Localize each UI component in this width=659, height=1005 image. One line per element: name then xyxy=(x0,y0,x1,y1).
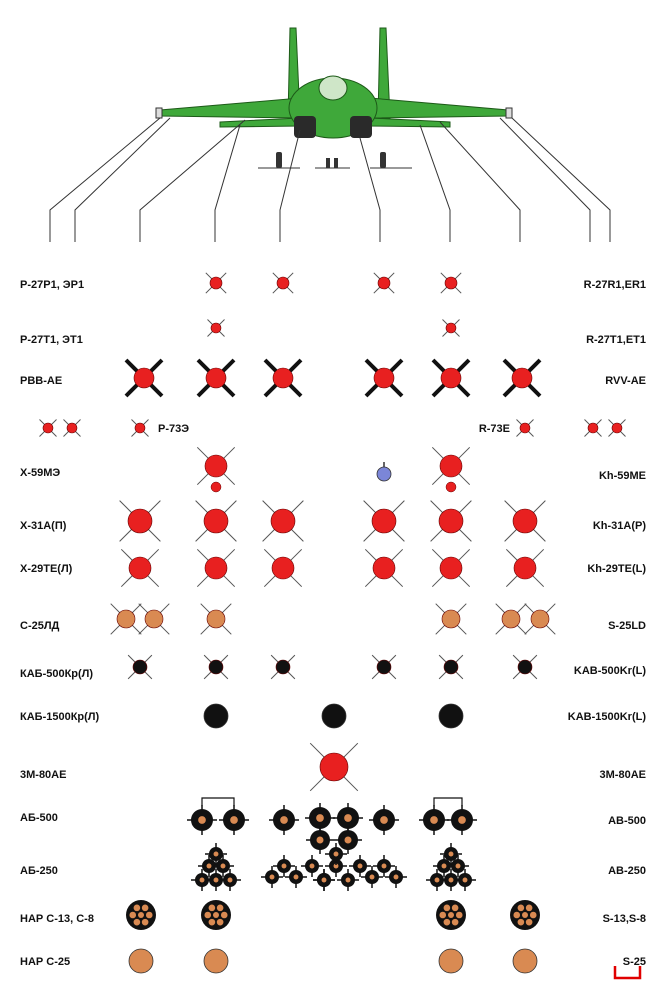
kab500-marker xyxy=(439,655,463,679)
ab500-marker xyxy=(419,805,449,835)
leader-line xyxy=(50,118,160,242)
label-left-kab1500: КАБ-1500Кр(Л) xyxy=(20,711,100,723)
kh31-marker xyxy=(263,501,304,542)
s25-marker xyxy=(513,949,537,973)
label-right-kh29: Kh-29TE(L) xyxy=(587,563,646,575)
ab500-marker xyxy=(269,805,299,835)
aircraft-front-view xyxy=(156,28,512,168)
label-left-kh31: Х-31А(П) xyxy=(20,520,67,532)
s25ld-marker xyxy=(201,604,232,635)
label-left-ab500: АБ-500 xyxy=(20,812,58,824)
kab1500-marker xyxy=(439,704,463,728)
s25ld-marker xyxy=(111,604,142,635)
r73-marker xyxy=(585,420,602,437)
kh31-marker xyxy=(505,501,546,542)
rvv-marker xyxy=(504,360,540,396)
kh29-marker xyxy=(432,549,469,586)
label-left-rvv: РВВ-АЕ xyxy=(20,375,63,387)
s25-marker xyxy=(439,949,463,973)
ab500-marker xyxy=(187,805,217,835)
kab500-marker xyxy=(513,655,537,679)
r27r-marker xyxy=(206,273,226,293)
rvv-marker xyxy=(366,360,402,396)
label-right-s13: S-13,S-8 xyxy=(602,913,646,925)
s13-pod-marker xyxy=(510,900,540,930)
s25ld-marker xyxy=(436,604,467,635)
ab500-rack xyxy=(202,798,234,806)
label-right-r27r: R-27R1,ER1 xyxy=(583,279,646,291)
kab500-marker xyxy=(128,655,152,679)
kab1500-marker xyxy=(322,704,346,728)
label-left-s25: НАР С-25 xyxy=(20,956,71,968)
kab500-marker xyxy=(271,655,295,679)
kh59-tail xyxy=(446,482,456,492)
label-right-rvv: RVV-AE xyxy=(605,375,646,387)
ab500-marker xyxy=(447,805,477,835)
label-right-ab250: AB-250 xyxy=(608,865,646,877)
kh59-marker xyxy=(432,447,469,484)
label-right-kh31: Kh-31A(P) xyxy=(592,520,646,532)
label-left-3m80: 3М-80АЕ xyxy=(20,769,67,781)
ab250-marker xyxy=(337,869,359,891)
kh59-marker xyxy=(197,447,234,484)
label-left-kh29: Х-29ТЕ(Л) xyxy=(20,563,73,575)
ab500-marker xyxy=(369,805,399,835)
3m80-marker xyxy=(310,743,358,791)
ab500-marker xyxy=(219,805,249,835)
r73-marker xyxy=(132,420,149,437)
leader-line xyxy=(360,138,380,242)
s25-marker xyxy=(204,949,228,973)
r27r-marker xyxy=(273,273,293,293)
rvv-marker xyxy=(265,360,301,396)
label-left-kh59: Х-59МЭ xyxy=(20,467,61,479)
label-left-r73: Р-73Э xyxy=(158,423,190,435)
rvv-marker xyxy=(198,360,234,396)
kab1500-marker xyxy=(204,704,228,728)
label-left-s25ld: С-25ЛД xyxy=(20,620,60,632)
kh59-tail xyxy=(211,482,221,492)
s13-pod-marker xyxy=(201,900,231,930)
kh29-marker xyxy=(365,549,402,586)
kh29-marker xyxy=(121,549,158,586)
rvv-marker xyxy=(433,360,469,396)
store-symbols xyxy=(40,273,626,973)
label-left-ab250: АБ-250 xyxy=(20,865,58,877)
label-right-s25ld: S-25LD xyxy=(608,620,646,632)
kh31-marker xyxy=(120,501,161,542)
r73-marker xyxy=(517,420,534,437)
leader-line xyxy=(500,118,590,242)
label-left-s13: НАР С-13, С-8 xyxy=(20,913,94,925)
kh59-guidance-pod xyxy=(377,467,391,481)
leader-line xyxy=(75,118,170,242)
label-right-kab500: KAB-500Kr(L) xyxy=(573,665,646,677)
s25ld-marker xyxy=(139,604,170,635)
leader-line xyxy=(420,125,450,242)
label-left-r27r: Р-27Р1, ЭР1 xyxy=(20,279,85,291)
kh31-marker xyxy=(364,501,405,542)
rvv-marker xyxy=(126,360,162,396)
ab500-marker xyxy=(306,826,334,854)
kh31-marker xyxy=(196,501,237,542)
label-right-s25: S-25 xyxy=(622,956,646,968)
label-right-r73: R-73E xyxy=(478,423,510,435)
s25ld-marker xyxy=(496,604,527,635)
ab250-marker xyxy=(301,855,323,877)
r27t-marker xyxy=(208,320,225,337)
s25ld-marker xyxy=(525,604,556,635)
label-right-kab1500: KAB-1500Kr(L) xyxy=(567,711,646,723)
label-right-kh59: Kh-59ME xyxy=(598,470,646,482)
r27r-marker xyxy=(374,273,394,293)
kh29-marker xyxy=(506,549,543,586)
s13-pod-marker xyxy=(126,900,156,930)
r73-marker xyxy=(64,420,81,437)
label-right-ab500: AB-500 xyxy=(608,815,646,827)
label-left-r27t: Р-27Т1, ЭТ1 xyxy=(20,334,83,346)
s13-pod-marker xyxy=(436,900,466,930)
label-left-kab500: КАБ-500Кр(Л) xyxy=(20,668,94,680)
kh29-marker xyxy=(197,549,234,586)
leader-line xyxy=(140,120,245,242)
leader-line xyxy=(280,130,300,242)
kh31-marker xyxy=(431,501,472,542)
label-right-3m80: 3M-80AE xyxy=(599,769,646,781)
ab500-rack xyxy=(434,798,462,806)
kab500-marker xyxy=(372,655,396,679)
leader-line xyxy=(440,122,520,242)
kab500-marker xyxy=(204,655,228,679)
kh29-marker xyxy=(264,549,301,586)
r27t-marker xyxy=(443,320,460,337)
label-right-r27t: R-27T1,ET1 xyxy=(586,334,646,346)
r73-marker xyxy=(40,420,57,437)
r73-marker xyxy=(609,420,626,437)
ab250-marker xyxy=(313,869,335,891)
s25-marker xyxy=(129,949,153,973)
r27r-marker xyxy=(441,273,461,293)
